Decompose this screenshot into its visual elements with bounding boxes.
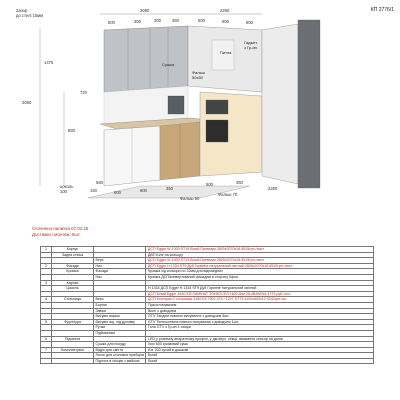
row-section: Фасади	[52, 263, 94, 269]
row-text: Гола GTV з Гр-ин 1 секція	[146, 325, 374, 331]
dim-w-upper-2: 400	[134, 19, 141, 24]
row-text: Inox 600 хромовий сушк	[146, 342, 374, 348]
tag-hood: Гаджет з Гр-ин	[244, 40, 258, 50]
row-text: Білий	[146, 358, 374, 364]
row-number: 5	[41, 336, 52, 342]
dim-top-left: 2090	[140, 8, 150, 13]
upper-cabinets-left	[104, 26, 188, 92]
order-line-2: Доставки і монтаж: 0шт.	[32, 232, 81, 237]
row-number: 2	[41, 263, 52, 269]
row-subsection: Фасади	[94, 269, 146, 275]
row-text: ДСП Egger W 1000 ST19 Білий Премиум 2800х2070х18 6515грн./лист	[146, 247, 374, 253]
dim-height-2: 1475	[44, 60, 54, 65]
row-subsection: Низ	[94, 263, 146, 269]
row-subsection: Завіси	[94, 308, 146, 314]
row-section: Стільниця	[52, 297, 94, 303]
row-text: ДСП Kronspan 2 стільниця 3160.ЕК 7802 579 / 1247 ST73.4100х600х12 3343грн./шт	[146, 297, 374, 303]
row-text: GTV Тандем повного висування з доводчем 6шт.	[146, 314, 374, 320]
order-info	[32, 226, 88, 238]
row-number: 1	[41, 247, 52, 253]
row-text: GTV Телескопічна повного висування з доводчем 1шт.	[146, 319, 374, 325]
dim-w-upper-5: 600	[198, 18, 205, 23]
row-number: 7	[41, 347, 52, 353]
dark-wall	[298, 20, 320, 188]
row-subsection: Ручки	[94, 325, 146, 331]
oven	[206, 120, 228, 142]
table-row	[41, 358, 374, 364]
row-subsection: Висувні ящ. під духовку	[94, 319, 146, 325]
tall-column	[262, 24, 298, 184]
row-subsection: Сушка для посуду	[94, 342, 146, 348]
row-text: Білий	[146, 353, 374, 359]
row-section: Кромка	[52, 269, 94, 275]
row-section: Комплектуючі	[52, 347, 94, 353]
row-text: ДСП Egger Н 1334 ST9 Дуб Горянне натуральний світлий 2800х2070х18 6515грн./лист	[146, 263, 374, 269]
dim-w-lower-1: 600	[114, 190, 121, 195]
row-section: Підсвітка	[52, 336, 94, 342]
row-section: Задня стінка	[52, 252, 94, 258]
tag-sushka: Сушка	[162, 62, 175, 67]
row-subsection: Лоток для столових приборів	[95, 353, 144, 358]
row-subsection: Відро для сміття	[94, 347, 146, 353]
row-section: Карниз	[52, 280, 94, 286]
dim-w-upper-1: 500	[108, 20, 115, 25]
row-text: ДВП Біле на кольору	[146, 252, 374, 258]
dim-height-4: 720	[80, 90, 87, 95]
row-text: ДСП Білий Egger 4440 ЕЙ ЛАМІНАТ ТОНКОСЕЛ 1600.Апи 28.4ВхW0х4 4773 руб./ліст	[146, 291, 374, 297]
dim-w-upper-4: 350	[172, 18, 179, 23]
row-subsection: Верх	[94, 258, 146, 264]
depth-150: 150	[90, 188, 97, 193]
row-text: Прісоглочувачем	[146, 302, 374, 308]
dim-w-upper-7: 600	[246, 20, 253, 25]
row-section: Фурнітура	[52, 319, 94, 325]
row-subsection: Підлога в секцію з мийкою	[94, 358, 146, 364]
hood-unit	[212, 40, 234, 70]
plinth-label: цоколь 100	[60, 184, 74, 194]
tag-pitna: Питна	[220, 50, 232, 55]
row-text: Kor 200 сухий в дошкові	[146, 347, 374, 353]
row-subsection: Бортик	[94, 302, 146, 308]
row-text: Кромка під кольори по 22мм для відповідних	[146, 269, 374, 275]
dim-height-1: 2050	[22, 100, 32, 105]
dim-top-right: 2260	[220, 8, 230, 13]
row-section	[52, 358, 94, 364]
falsh-50-label: Фальш 50	[180, 196, 200, 201]
row-subsection: Підйомники	[94, 330, 146, 336]
row-number: 3	[41, 280, 52, 286]
order-code: КП 2776/1	[370, 7, 394, 13]
dim-w-lower-5: 350	[236, 180, 243, 185]
row-section: Корпус	[52, 247, 94, 253]
ceiling-gap-label: Зазор до стелі 15мм	[16, 8, 44, 18]
row-text: Н 1334 ДСП Egger Н 1334 ST9 Дуб Горянне натуральний світлий	[146, 286, 374, 292]
dim-side-right: 2260	[268, 186, 278, 191]
row-section: Цоколь	[52, 286, 94, 292]
sink-niche	[168, 96, 184, 114]
row-number: 4	[41, 297, 52, 303]
tag-falsh: Фальш 50х50	[192, 70, 205, 80]
microwave	[206, 100, 228, 114]
row-text: Blum з доводчем	[146, 308, 374, 314]
row-number: 5	[41, 319, 52, 325]
depth-580: 580	[96, 180, 103, 185]
row-number	[41, 358, 52, 364]
row-text: Кромка ДСП/конвертований фасадам в сторону 0фол.	[146, 274, 374, 280]
row-text: LED у рознімну апаратному профілі, у дві верх. секції, вмикання сенсор на дотик	[146, 336, 374, 342]
dim-w-upper-3: 300	[154, 18, 161, 23]
dim-w-lower-4: 500	[206, 182, 213, 187]
spec-table	[40, 246, 374, 364]
row-subsection: Висувні ящики	[94, 314, 146, 320]
dim-w-lower-3: 350	[166, 186, 173, 191]
dim-w-lower-2: 600	[140, 188, 147, 193]
order-line-1: Сплачено наличка 07.02.25	[32, 226, 89, 231]
row-subsection: Верх	[94, 297, 146, 303]
dim-height-3: 860	[68, 128, 75, 133]
row-text: ДСП Egger W 1000 ST19 Білий Премиум 2800х2070х18 6515грн./лист	[146, 258, 374, 264]
dim-w-upper-6: 600	[222, 19, 229, 24]
row-subsection: Низ	[94, 274, 146, 280]
falsh-70-label: Фальш 70	[218, 192, 238, 197]
